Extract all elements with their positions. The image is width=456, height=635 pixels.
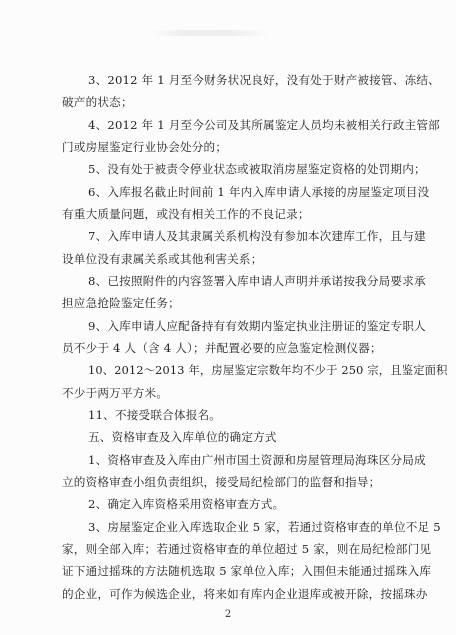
text-line: 7、入库申请人及其隶属关系机构没有参加本次建库工作，且与建 bbox=[88, 229, 426, 244]
text-line: 9、入库申请人应配备持有有效期内鉴定执业注册证的鉴定专职人 bbox=[88, 318, 426, 333]
text-line: 不少于两万平方米。 bbox=[62, 385, 169, 400]
text-line: 2、确定入库资格采用资格审查方式。 bbox=[88, 497, 285, 512]
text-line: 1、资格审查及入库由广州市国土资源和房屋管理局海珠区分局成 bbox=[88, 452, 426, 467]
text-line: 11、不接受联合体报名。 bbox=[88, 408, 222, 423]
text-line: 3、房屋鉴定企业入库选取企业 5 家，若通过资格审查的单位不足 5 bbox=[88, 519, 441, 534]
text-line: 3、2012 年 1 月至今财务状况良好，没有处于财产被接管、冻结、 bbox=[88, 73, 440, 87]
page-number: 2 bbox=[224, 609, 232, 621]
text-line: 证下通过摇珠的方法随机选取 5 家单位入库；入围但未能通过摇珠入库 bbox=[62, 564, 432, 579]
text-line: 员不少于 4 人（含 4 人）；并配置必要的应急鉴定检测仪器； bbox=[62, 341, 382, 356]
scan-smudge bbox=[150, 30, 270, 36]
text-line: 门或房屋鉴定行业协会处分的； bbox=[62, 140, 228, 154]
text-line: 有重大质量问题，或没有相关工作的不良记录； bbox=[62, 207, 310, 222]
text-line: 破产的状态； bbox=[62, 95, 133, 110]
text-line: 的企业，可作为候选企业，将来如有库内企业退库或被开除，按摇珠办 bbox=[62, 586, 428, 601]
text-line: 设单位没有隶属关系或其他利害关系； bbox=[62, 251, 263, 266]
text-line: 8、已按照附件的内容签署入库申请人声明并承诺按我分局要求承 bbox=[88, 274, 426, 289]
text-line: 5、没有处于被责令停业状态或被取消房屋鉴定资格的处罚期内； bbox=[88, 162, 426, 177]
text-line: 家，则全部入库；若通过资格审查的单位超过 5 家，则在局纪检部门见 bbox=[62, 542, 432, 557]
text-line: 担应急抢险鉴定任务； bbox=[62, 296, 180, 311]
section-heading: 五、资格审查及入库单位的确定方式 bbox=[88, 430, 277, 445]
text-line: 立的资格审查小组负责组织，接受局纪检部门的监督和指导； bbox=[62, 475, 381, 490]
text-line: 4、2012 年 1 月至今公司及其所属鉴定人员均未被相关行政主管部 bbox=[88, 117, 440, 132]
text-line: 6、入库报名截止时间前 1 年内入库申请人承接的房屋鉴定项目没 bbox=[88, 184, 430, 199]
text-line: 10、2012～2013 年，房屋鉴定宗数年均不少于 250 宗，且鉴定面积 bbox=[88, 363, 448, 378]
